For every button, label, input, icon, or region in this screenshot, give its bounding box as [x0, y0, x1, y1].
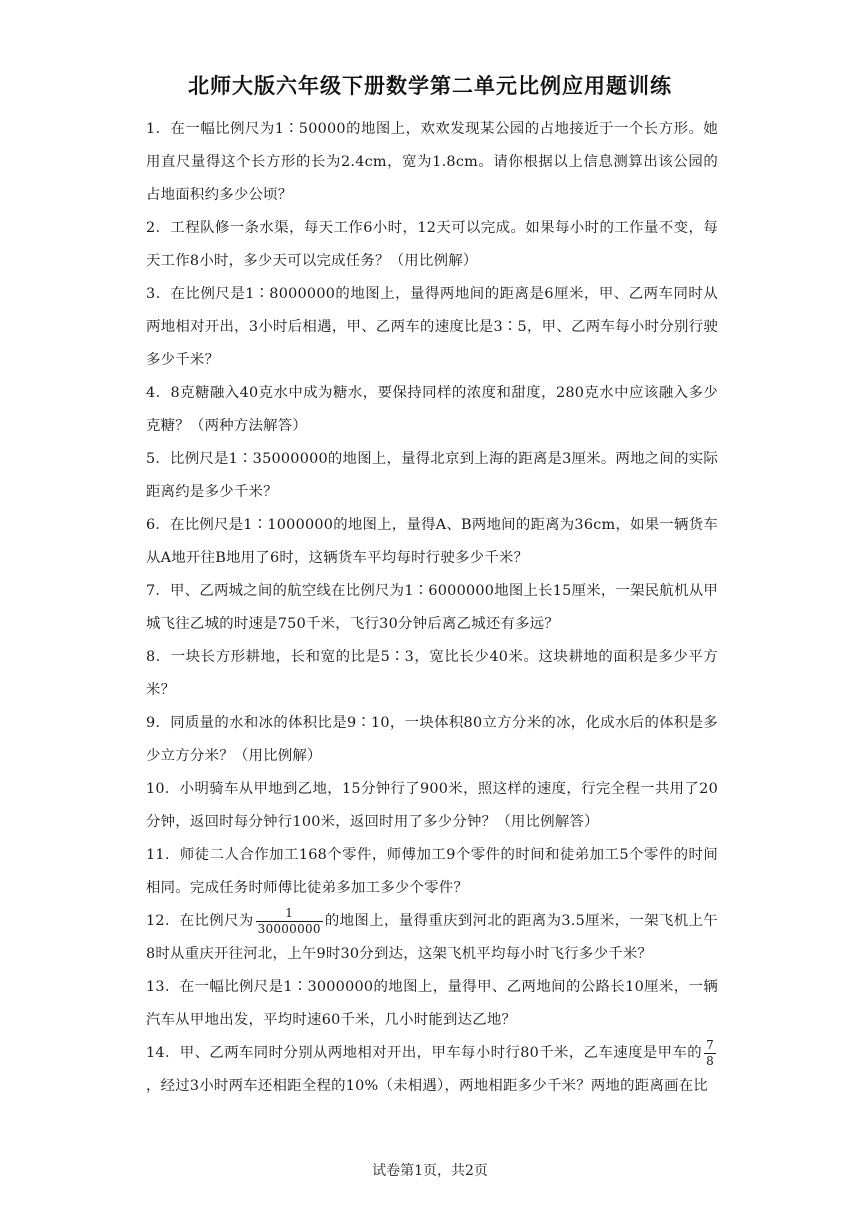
- question-6: 6．在比例尺是1∶1000000的地图上，量得A、B两地间的距离为36cm，如果一辆货车从A地开往B地用了6时，这辆货车平均每时行驶多少千米？: [146, 517, 718, 566]
- question-3: 3．在比例尺是1∶8000000的地图上，量得两地间的距离是6厘米，甲、乙两车同时从两地相对开出，3小时后相遇，甲、乙两车的速度比是3∶5，甲、乙两车每小时分别行驶多少千米？: [146, 286, 718, 368]
- question-list: [146, 113, 718, 1103]
- fraction-numerator: 7: [706, 1037, 714, 1052]
- question-8: 8．一块长方形耕地，长和宽的比是5∶3，宽比长少40米。这块耕地的面积是多少平方米？: [146, 649, 718, 698]
- question-12-lead: 12．在比例尺为: [146, 913, 254, 929]
- question-2: 2．工程队修一条水渠，每天工作6小时，12天可以完成。如果每小时的工作量不变，每天工作8小时，多少天可以完成任务？（用比例解）: [146, 220, 718, 269]
- question-14: [146, 1037, 718, 1103]
- question-4: 4．8克糖融入40克水中成为糖水，要保持同样的浓度和甜度，280克水中应该融入多少克糖？（两种方法解答）: [146, 385, 718, 434]
- page-footer: 试卷第1页，共2页: [372, 1163, 488, 1179]
- question-10: 10．小明骑车从甲地到乙地，15分钟行了900米，照这样的速度，行完全程一共用了20分钟，返回时每分钟行100米，返回时用了多少分钟？（用比例解答）: [146, 781, 718, 830]
- question-12-rest: 的地图上，量得重庆到河北的距离为3.5厘米，一架飞机上午8时从重庆开往河北，上午9时30分到达，这架飞机平均每小时飞行多少千米？: [146, 913, 719, 962]
- question-7: 7．甲、乙两城之间的航空线在比例尺为1∶6000000地图上长15厘米，一架民航机从甲城飞往乙城的时速是750千米，飞行30分钟后离乙城还有多远？: [146, 583, 718, 632]
- question-12: [146, 905, 718, 971]
- question-11: 11．师徒二人合作加工168个零件，师傅加工9个零件的时间和徒弟加工5个零件的时间相同。完成任务时师傅比徒弟多加工多少个零件？: [146, 847, 718, 896]
- page-title: 北师大版六年级下册数学第二单元比例应用题训练: [188, 74, 672, 98]
- question-5: 5．比例尺是1∶35000000的地图上，量得北京到上海的距离是3厘米。两地之间的实际距离约是多少千米？: [146, 451, 718, 500]
- fraction-denominator: 30000000: [257, 921, 321, 936]
- question-14-lead: 14．甲、乙两车同时分别从两地相对开出，甲车每小时行80千米，乙车速度是甲车的: [146, 1045, 703, 1061]
- scale-fraction: [256, 906, 323, 937]
- fraction-denominator: 8: [706, 1053, 714, 1068]
- question-13: 13．在一幅比例尺是1∶3000000的地图上，量得甲、乙两地间的公路长10厘米，一辆汽车从甲地出发，平均时速60千米，几小时能到达乙地？: [146, 979, 718, 1028]
- fraction-numerator: 1: [285, 905, 294, 920]
- question-14-rest: ，经过3小时两车还相距全程的10%（未相遇），两地相距多少千米？两地的距离画在比: [146, 1078, 709, 1094]
- question-1: 1．在一幅比例尺为1∶50000的地图上，欢欢发现某公园的占地接近于一个长方形。她用直尺量得这个长方形的长为2.4cm，宽为1.8cm。请你根据以上信息测算出该公园的占地面积约多少公顷？: [146, 121, 718, 203]
- speed-fraction: [704, 1038, 716, 1069]
- question-9: 9．同质量的水和冰的体积比是9∶10，一块体积80立方分米的冰，化成水后的体积是多少立方分米？（用比例解）: [146, 715, 718, 764]
